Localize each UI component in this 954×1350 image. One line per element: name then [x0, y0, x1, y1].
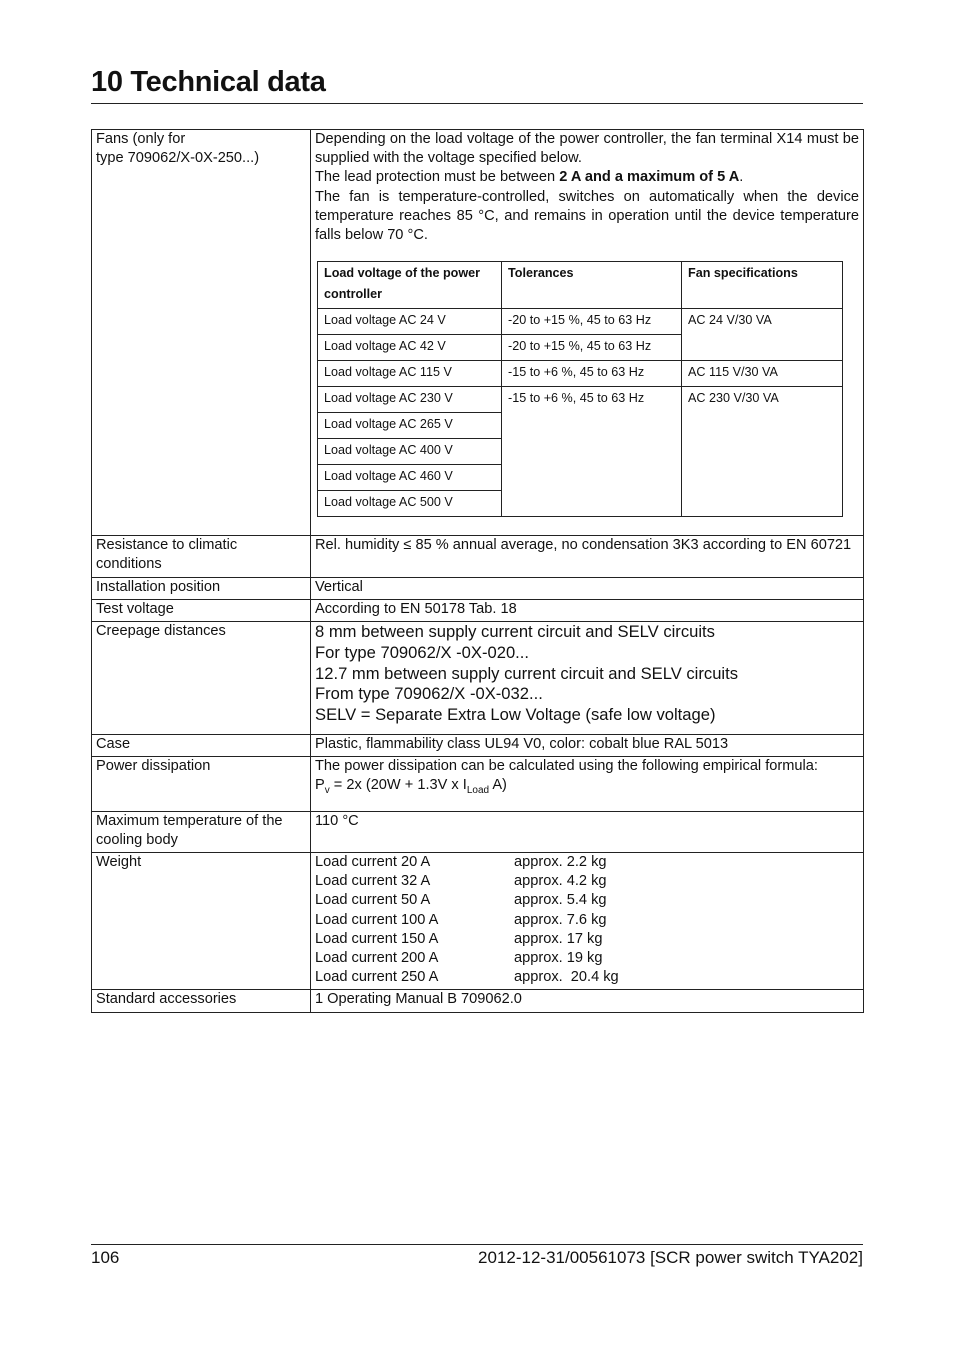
table-row — [318, 361, 843, 387]
table-row — [92, 130, 864, 536]
row-value: 110 °C — [311, 811, 864, 852]
table-row — [92, 622, 864, 735]
fans-lead-protection — [315, 168, 859, 187]
row-label: Case — [92, 735, 311, 757]
table-row — [92, 735, 864, 757]
weight-item — [315, 853, 859, 872]
page-number: 106 — [91, 1248, 120, 1267]
load-current: Load current 100 A — [315, 911, 439, 928]
row-label: Maximum temperature of the cooling body — [92, 811, 311, 852]
document-id: 2012-12-31/00561073 [SCR power switch TYA202] — [478, 1248, 863, 1267]
technical-data-table — [91, 129, 864, 1013]
row-label: Test voltage — [92, 599, 311, 621]
weight-cell — [311, 852, 864, 989]
table-row — [92, 990, 864, 1012]
row-value: Plastic, flammability class UL94 V0, color: cobalt blue RAL 5013 — [311, 735, 864, 757]
weight-item — [315, 911, 859, 930]
row-label — [92, 130, 311, 536]
load-voltage-cell: Load voltage AC 230 V — [318, 387, 502, 413]
row-label: Power dissipation — [92, 757, 311, 811]
row-value: Vertical — [311, 577, 864, 599]
creepage-cell — [311, 622, 864, 735]
fans-cell — [311, 130, 864, 536]
formula-part: A) — [489, 777, 507, 794]
table-row — [92, 599, 864, 621]
weight-item — [315, 968, 859, 987]
tolerance-cell: -20 to +15 %, 45 to 63 Hz — [502, 309, 682, 335]
fans-paragraph: The fan is temperature-controlled, switches on automatically when the device temperature reaches 85 °C, and remains in operation until the device temperature falls below 70 °C. — [315, 188, 859, 244]
creepage-line: 8 mm between supply current circuit and SELV circuits — [315, 622, 715, 642]
load-voltage-cell: Load voltage AC 42 V — [318, 335, 502, 361]
table-row — [92, 577, 864, 599]
table-row — [318, 309, 843, 335]
table-row — [92, 757, 864, 811]
load-current: Load current 200 A — [315, 949, 439, 966]
weight-item — [315, 930, 859, 949]
load-current: Load current 32 A — [315, 873, 431, 890]
weight-value: approx. 20.4 kg — [514, 969, 619, 986]
table-header-row — [318, 262, 843, 309]
fan-spec-table — [317, 261, 843, 517]
weight-item — [315, 891, 859, 910]
bold-text: 2 A and a maximum of 5 A — [559, 169, 740, 186]
table-row — [318, 387, 843, 413]
row-label: Resistance to climatic conditions — [92, 536, 311, 577]
load-current: Load current 250 A — [315, 969, 439, 986]
header-rule — [91, 103, 863, 104]
creepage-line: SELV = Separate Extra Low Voltage (safe low voltage) — [315, 705, 716, 725]
tolerance-cell: -15 to +6 %, 45 to 63 Hz — [502, 361, 682, 387]
fans-label-line2: type 709062/X-0X-250...) — [96, 150, 260, 167]
fan-spec-cell: AC 24 V/30 VA — [682, 309, 843, 361]
load-voltage-cell: Load voltage AC 400 V — [318, 439, 502, 465]
weight-value: approx. 2.2 kg — [514, 853, 607, 870]
weight-item — [315, 949, 859, 968]
row-value: Rel. humidity ≤ 85 % annual average, no condensation 3K3 according to EN 60721 — [311, 536, 864, 577]
fan-spec-cell: AC 230 V/30 VA — [682, 387, 843, 517]
weight-item — [315, 872, 859, 891]
weight-value: approx. 4.2 kg — [514, 873, 607, 890]
power-cell — [311, 757, 864, 811]
load-current: Load current 150 A — [315, 930, 439, 947]
formula-subscript: v — [324, 785, 330, 797]
load-voltage-cell: Load voltage AC 460 V — [318, 465, 502, 491]
table-row — [92, 811, 864, 852]
tolerance-cell: -15 to +6 %, 45 to 63 Hz — [502, 387, 682, 517]
weight-value: approx. 17 kg — [514, 930, 603, 947]
creepage-line: 12.7 mm between supply current circuit and SELV circuits — [315, 663, 739, 683]
tolerance-cell: -20 to +15 %, 45 to 63 Hz — [502, 335, 682, 361]
load-current: Load current 50 A — [315, 892, 431, 909]
load-voltage-cell: Load voltage AC 265 V — [318, 413, 502, 439]
column-header: Fan specifications — [682, 262, 843, 309]
formula-part: P — [315, 777, 325, 794]
load-voltage-cell: Load voltage AC 500 V — [318, 491, 502, 517]
footer-rule — [91, 1244, 863, 1245]
fans-paragraph: Depending on the load voltage of the power controller, the fan terminal X14 must be supplied with the voltage specified below. — [315, 131, 859, 167]
weight-value: approx. 7.6 kg — [514, 911, 607, 928]
row-value: 1 Operating Manual B 709062.0 — [311, 990, 864, 1012]
column-header: Load voltage of the power controller — [318, 262, 502, 309]
load-current: Load current 20 A — [315, 853, 431, 870]
row-label: Standard accessories — [92, 990, 311, 1012]
creepage-line: From type 709062/X -0X-032... — [315, 684, 543, 704]
row-label: Installation position — [92, 577, 311, 599]
fans-label-line1: Fans (only for — [96, 131, 186, 147]
column-header: Tolerances — [502, 262, 682, 309]
formula-part: = 2x (20W + 1.3V x I — [329, 777, 467, 794]
text: . — [739, 169, 744, 186]
power-formula — [315, 776, 859, 800]
load-voltage-cell: Load voltage AC 24 V — [318, 309, 502, 335]
page-title: 10 Technical data — [91, 66, 326, 98]
row-value: According to EN 50178 Tab. 18 — [311, 599, 864, 621]
table-row — [92, 536, 864, 577]
weight-value: approx. 19 kg — [514, 949, 603, 966]
creepage-line: For type 709062/X -0X-020... — [315, 642, 530, 662]
formula-subscript: Load — [466, 785, 490, 797]
power-text: The power dissipation can be calculated using the following empirical formula: — [315, 758, 818, 775]
text: The lead protection must be between — [315, 169, 560, 186]
fan-spec-cell: AC 115 V/30 VA — [682, 361, 843, 387]
table-row — [92, 852, 864, 989]
row-label: Weight — [92, 852, 311, 989]
weight-value: approx. 5.4 kg — [514, 892, 607, 909]
row-label: Creepage distances — [92, 622, 311, 735]
load-voltage-cell: Load voltage AC 115 V — [318, 361, 502, 387]
